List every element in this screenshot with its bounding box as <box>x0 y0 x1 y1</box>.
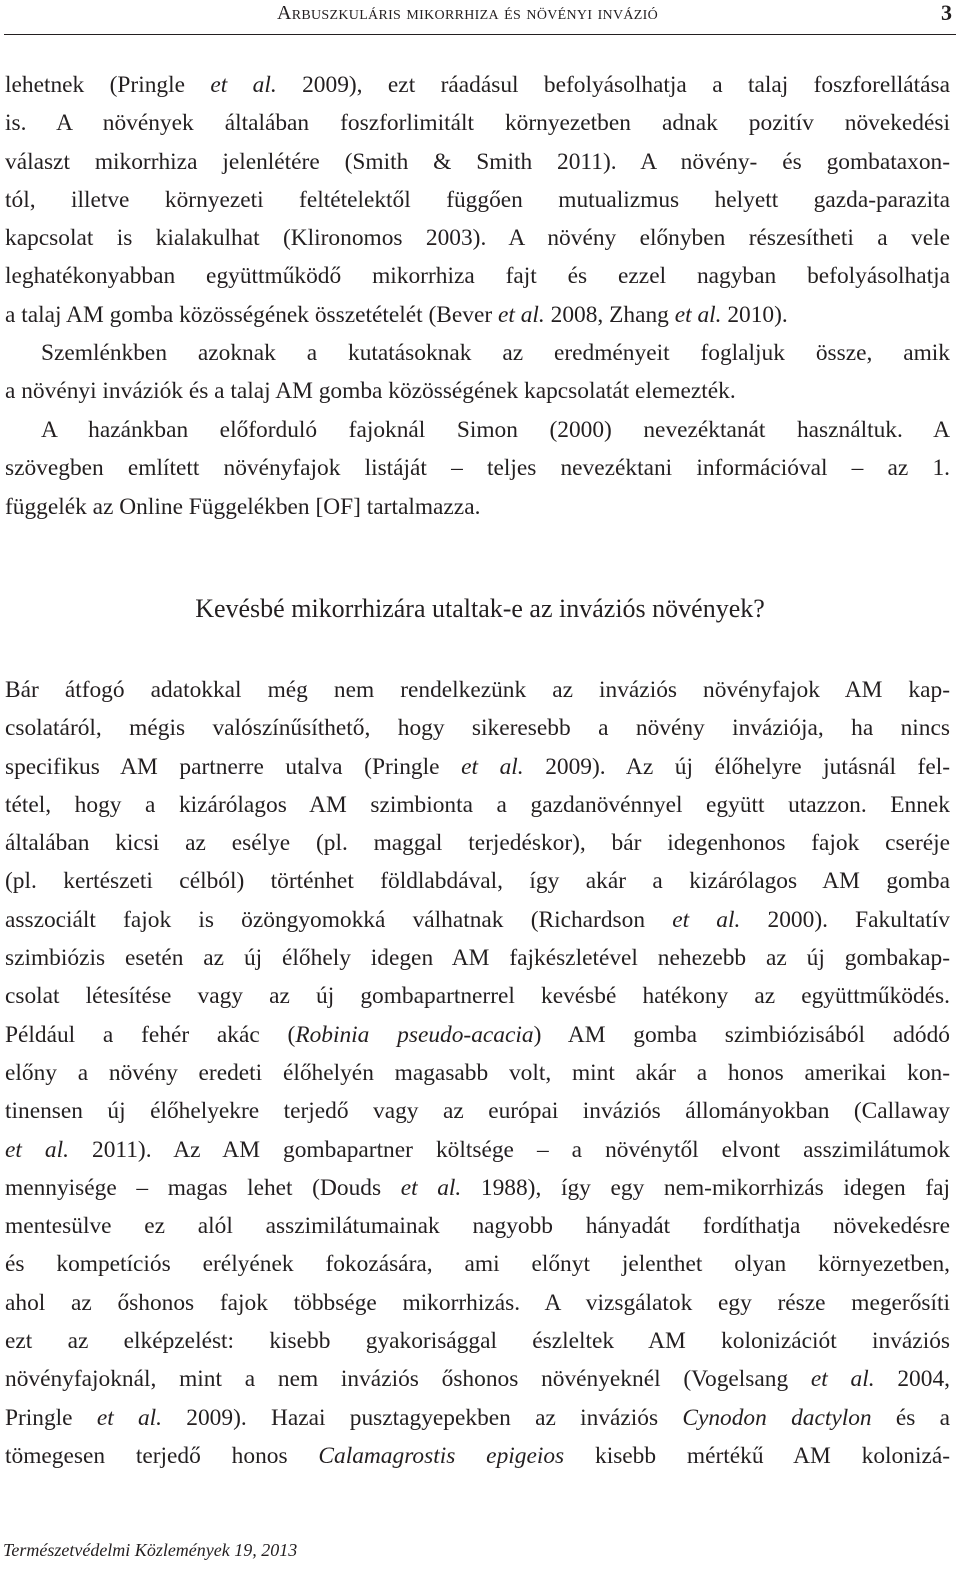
text-line: Bár átfogó adatokkal még nem rendelkezünk az inváziós növényfajok AM kap- <box>5 677 950 703</box>
text-line: kapcsolat is kialakulhat (Klironomos 2003). A növény előnyben részesítheti a vele <box>5 225 950 252</box>
text-line: leghatékonyabban együttműködő mikorrhiza fajt és ezzel nagyban befolyásolhatja <box>5 263 950 290</box>
text-line: csolatáról, mégis valószínűsíthető, hogy sikeresebb a növény inváziója, ha nincs <box>5 715 950 742</box>
text-line: (pl. kertészeti célból) történhet földlabdával, így akár a kizárólagos AM gomba <box>5 868 950 895</box>
text-line: ezt az elképzelést: kisebb gyakorisággal észleltek AM kolonizációt inváziós <box>5 1328 950 1355</box>
paragraph-4 <box>5 671 950 1475</box>
running-header <box>0 0 960 36</box>
text-line: növényfajoknál, mint a nem inváziós őshonos növényeknél (Vogelsang et al. 2004, <box>5 1366 950 1393</box>
text-line: Szemlénkben azoknak a kutatásoknak az eredményeit foglaljuk össze, amik <box>41 340 950 366</box>
text-line: et al. 2011). Az AM gombapartner költsége – a növénytől elvont asszimilátumok <box>5 1136 950 1163</box>
text-line: specifikus AM partnerre utalva (Pringle et al. 2009). Az új élőhelyre jutásnál fel- <box>5 753 950 780</box>
text-line: mentesülve ez alól asszimilátumainak nagyobb hányadát fordíthatja növekedésre <box>5 1213 950 1240</box>
text-line: és kompetíciós erélyének fokozására, ami előnyt jelenthet olyan környezetben, <box>5 1251 950 1278</box>
text-line: előny a növény eredeti élőhelyén magasabb volt, mint akár a honos amerikai kon- <box>5 1059 950 1086</box>
text-line: tól, illetve környezeti feltételektől függően mutualizmus helyett gazda-parazita <box>5 186 950 213</box>
text-line: lehetnek (Pringle et al. 2009), ezt ráadásul befolyásolhatja a talaj foszforellátása <box>5 72 950 98</box>
text-line: asszociált fajok is özöngyomokká válhatnak (Richardson et al. 2000). Fakultatív <box>5 906 951 933</box>
text-line: a növényi inváziók és a talaj AM gomba közösségének kapcsolatát elemezték. <box>5 378 736 405</box>
text-line: szimbiózis esetén az új élőhely idegen AM fajkészletével nehezebb az új gombakap- <box>5 945 950 972</box>
running-title: Arbuszkuláris mikorrhiza és növényi invázió <box>277 2 658 24</box>
text-line: Pringle et al. 2009). Hazai pusztagyepekben az inváziós Cynodon dactylon és a <box>5 1404 950 1431</box>
text-line: tétel, hogy a kizárólagos AM szimbionta a gazdanövénnyel együtt utazzon. Ennek <box>5 791 950 818</box>
page-number: 3 <box>941 0 952 25</box>
text-line: A hazánkban előforduló fajoknál Simon (2000) nevezéktanát használtuk. A <box>41 417 950 443</box>
paragraph-3 <box>5 411 950 526</box>
text-line: függelék az Online Függelékben [OF] tartalmazza. <box>5 493 481 520</box>
paragraph-1 <box>5 66 950 334</box>
text-line: szövegben említett növényfajok listáját – teljes nevezéktani információval – az 1. <box>5 455 950 482</box>
text-line: csolat létesítése vagy az új gombapartnerrel kevésbé hatékony az együttműködés. <box>5 983 950 1010</box>
text-line: általában kicsi az esélye (pl. maggal terjedéskor), bár idegenhonos fajok cseréje <box>5 830 950 857</box>
journal-footer: Természetvédelmi Közlemények 19, 2013 <box>3 1540 298 1560</box>
section-heading: Kevésbé mikorrhizára utaltak-e az inváziós növények? <box>195 594 765 623</box>
text-line: tinensen új élőhelyekre terjedő vagy az európai inváziós állományokban (Callaway <box>5 1098 950 1125</box>
text-line: ahol az őshonos fajok többsége mikorrhizás. A vizsgálatok egy része megerősíti <box>5 1289 950 1316</box>
text-line: mennyisége – magas lehet (Douds et al. 1988), így egy nem-mikorrhizás idegen faj <box>5 1174 950 1201</box>
text-line: Például a fehér akác (Robinia pseudo-acacia) AM gomba szimbiózisából adódó <box>5 1021 950 1048</box>
text-line: tömegesen terjedő honos Calamagrostis epigeios kisebb mértékű AM kolonizá- <box>5 1442 950 1469</box>
text-line: a talaj AM gomba közösségének összetételét (Bever et al. 2008, Zhang et al. 2010). <box>5 301 788 328</box>
paragraph-2 <box>5 334 950 411</box>
text-line: választ mikorrhiza jelenlétére (Smith & Smith 2011). A növény- és gombataxon- <box>5 148 950 175</box>
header-rule <box>4 34 956 35</box>
text-line: is. A növények általában foszforlimitált környezetben adnak pozitív növekedési <box>5 110 950 137</box>
